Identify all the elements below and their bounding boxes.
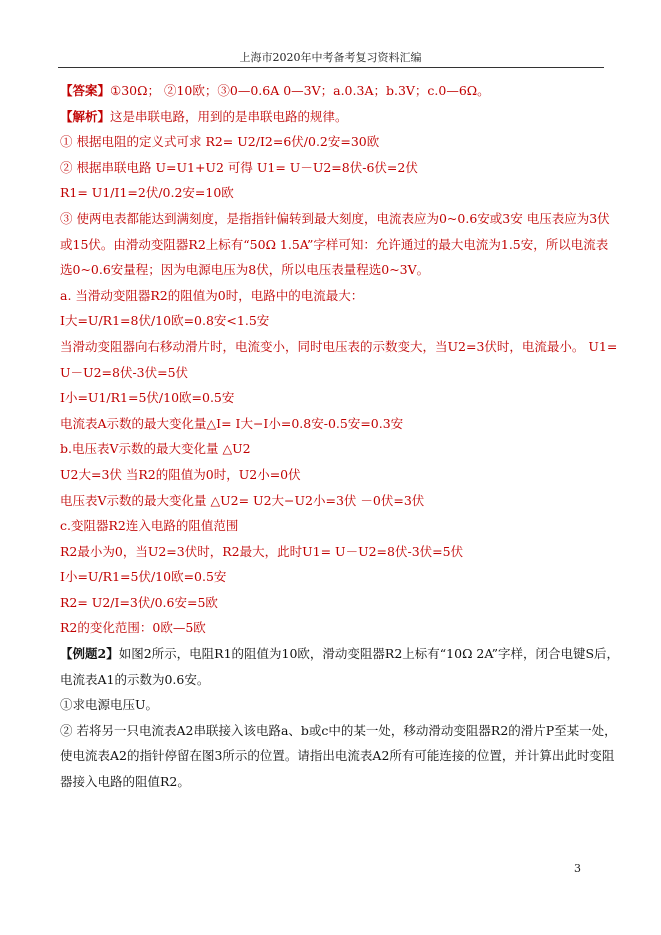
solution-line-3: R1= U1/I1=2伏/0.2安=10欧 bbox=[60, 185, 234, 201]
answer-label: 【答案】 bbox=[60, 83, 111, 98]
solution-line-r2: R2= U2/I=3伏/0.6安=5欧 bbox=[60, 594, 218, 610]
solution-line-b: b.电压表V示数的最大变化量 △U2 bbox=[60, 441, 251, 457]
solution-line-u2: U2大=3伏 当R2的阻值为0时，U2小=0伏 bbox=[60, 466, 301, 482]
answer-line bbox=[60, 78, 620, 104]
question-1: ①求电源电压U。 bbox=[60, 697, 159, 713]
solution-line-2: ② 根据串联电路 U=U1+U2 可得 U1= U－U2=8伏-6伏=2伏 bbox=[60, 159, 418, 175]
analysis-label: 【解析】 bbox=[60, 108, 111, 124]
page-number: 3 bbox=[574, 862, 581, 875]
analysis-line bbox=[60, 104, 620, 130]
example-label: 【例题2】 bbox=[60, 646, 119, 662]
header-rule bbox=[58, 67, 604, 68]
example-paragraph bbox=[60, 641, 620, 692]
solution-line-1: ① 根据电阻的定义式可求 R2= U2/I2=6伏/0.2安=30欧 bbox=[60, 134, 380, 150]
solution-line-imax: I大=U/R1=8伏/10欧=0.8安<1.5安 bbox=[60, 313, 270, 329]
solution-line-a: a. 当滑动变阻器R2的阻值为0时，电路中的电流最大： bbox=[60, 287, 364, 303]
solution-line-imin: I小=U1/R1=5伏/10欧=0.5安 bbox=[60, 390, 235, 406]
document-body bbox=[60, 78, 620, 795]
solution-line-r2-range: R2最小为0，当U2=3伏时，R2最大，此时U1= U－U2=8伏-3伏=5伏 bbox=[60, 543, 464, 559]
solution-line-imin-2: I小=U/R1=5伏/10欧=0.5安 bbox=[60, 569, 227, 585]
solution-line-r2-change: R2的变化范围：0欧—5欧 bbox=[60, 620, 206, 636]
page-header: 上海市2020年中考备考复习资料汇编 bbox=[239, 51, 422, 64]
solution-paragraph-3: ③ 使两电表都能达到满刻度，是指指针偏转到最大刻度，电流表应为0~0.6安或3安 电压表应为3伏或15伏。由滑动变阻器R2上标有“50Ω 1.5A”字样可知：允许通过的最大电流为1.5安，所以电流表选0~0.6安量程；因为电源电压为8伏，所以电压表量程选0~3V。 bbox=[60, 210, 610, 278]
solution-line-c: c.变阻器R2连入电路的阻值范围 bbox=[60, 518, 239, 534]
example-text: 如图2所示，电阻R1的阻值为10欧，滑动变阻器R2上标有“10Ω 2A”字样，闭合电键S后，电流表A1的示数为0.6安。 bbox=[60, 646, 620, 687]
question-2: ② 若将另一只电流表A2串联接入该电路a、b或c中的某一处，移动滑动变阻器R2的滑片P至某一处，使电流表A2的指针停留在图3所示的位置。请指出电流表A2所有可能连接的位置，并计算出此时变阻器接入电路的阻值R2。 bbox=[60, 722, 617, 790]
solution-paragraph-slider: 当滑动变阻器向右移动滑片时，电流变小，同时电压表的示数变大，当U2=3伏时，电流最小。 U1= U－U2=8伏-3伏=5伏 bbox=[60, 338, 618, 380]
answer-text: ①30Ω； ②10欧；③0—0.6A 0—3V；a.0.3A；b.3V；c.0—6Ω。 bbox=[110, 83, 490, 98]
analysis-text: 这是串联电路，用到的是串联电路的规律。 bbox=[110, 108, 348, 124]
solution-line-delta-u2: 电压表V示数的最大变化量 △U2= U2大−U2小=3伏 －0伏=3伏 bbox=[60, 492, 425, 508]
solution-line-delta-i: 电流表A示数的最大变化量△I= I大−I小=0.8安-0.5安=0.3安 bbox=[60, 415, 404, 431]
